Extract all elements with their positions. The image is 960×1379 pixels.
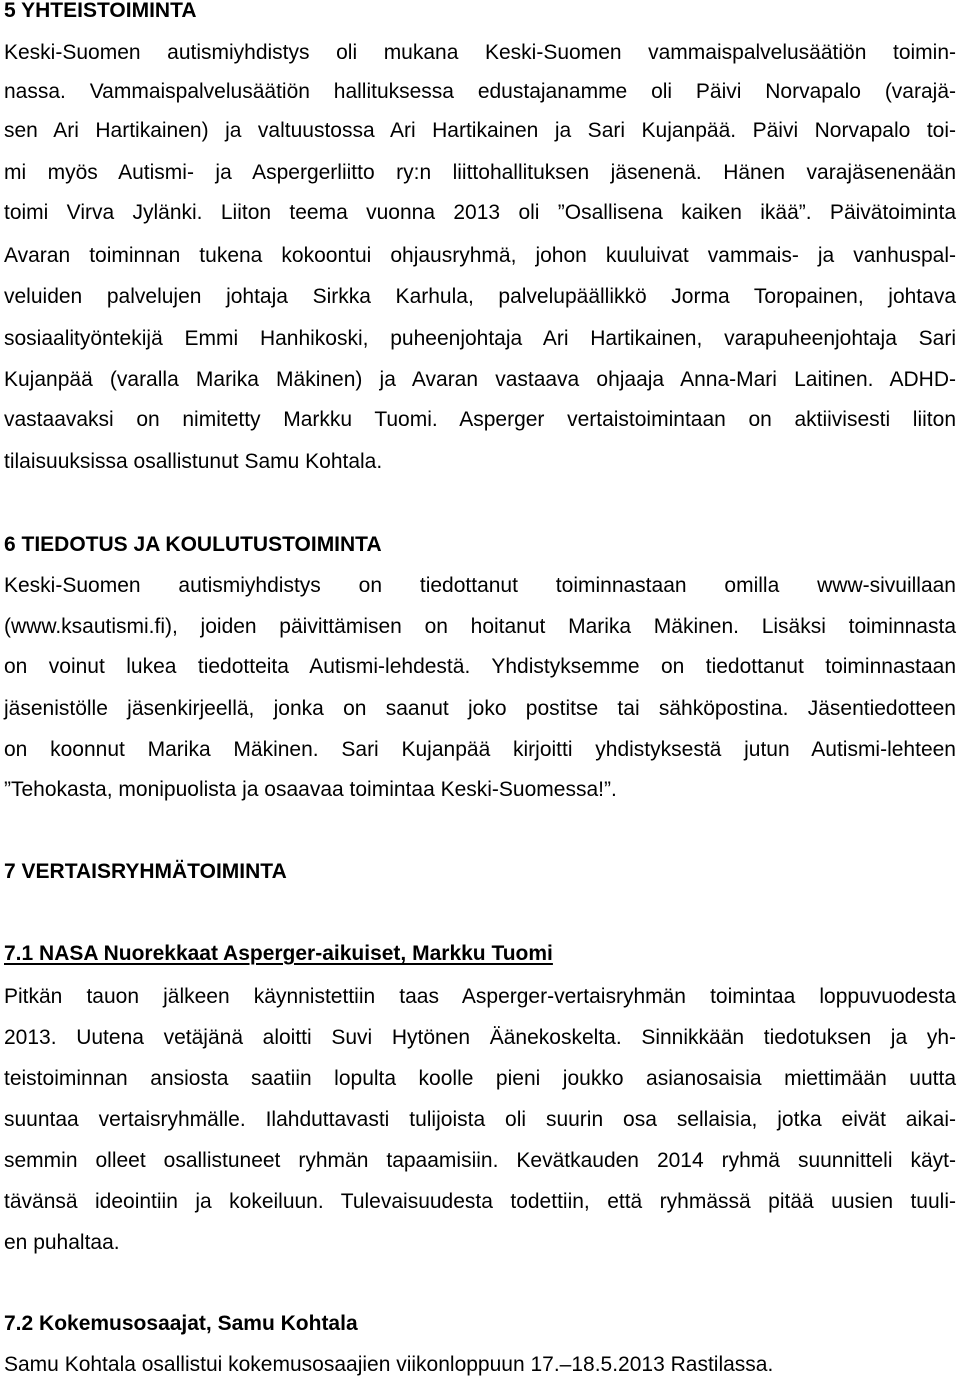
section-7-heading: 7 VERTAISRYHMÄTOIMINTA (4, 860, 287, 883)
section-5-line-10: vastaavaksi on nimitetty Markku Tuomi. Asperger vertaistoimintaan on aktiivisesti liiton (4, 408, 956, 431)
section-7-1-line-5: semmin olleet osallistuneet ryhmän tapaamisiin. Kevätkauden 2014 ryhmä suunnitteli käyt- (4, 1149, 956, 1172)
section-7-1-line-6: tävänsä ideointiin ja kokeiluun. Tulevaisuudesta todettiin, että ryhmässä pitää uusien tuuli- (4, 1190, 956, 1213)
section-5-heading: 5 YHTEISTOIMINTA (4, 0, 197, 22)
section-7-1-line-4: suuntaa vertaisryhmälle. Ilahduttavasti tulijoista oli suurin osa sellaisia, jotka eivät aikai- (4, 1108, 956, 1131)
section-6-line-4: jäsenistölle jäsenkirjeellä, jonka on saanut joko postitse tai sähköpostina. Jäsentiedotteen (4, 697, 956, 720)
section-6-heading: 6 TIEDOTUS JA KOULUTUSTOIMINTA (4, 533, 382, 556)
section-7-1-line-3: teistoiminnan ansiosta saatiin lopulta koolle pieni joukko asianosaisia miettimään uutta (4, 1067, 956, 1090)
section-5-line-1: Keski-Suomen autismiyhdistys oli mukana Keski-Suomen vammaispalvelusäätiön toimin- (4, 41, 956, 64)
section-6-line-2: (www.ksautismi.fi), joiden päivittämisen on hoitanut Marika Mäkinen. Lisäksi toiminnasta (4, 615, 956, 638)
section-5-line-4: mi myös Autismi- ja Aspergerliitto ry:n liittohallituksen jäsenenä. Hänen varajäsenenään (4, 161, 956, 184)
section-5-line-5: toimi Virva Jylänki. Liiton teema vuonna 2013 oli ”Osallisena kaiken ikää”. Päivätoiminta (4, 201, 956, 224)
section-6-line-6: ”Tehokasta, monipuolista ja osaavaa toimintaa Keski-Suomessa!”. (4, 778, 617, 801)
section-7-2-heading: 7.2 Kokemusosaajat, Samu Kohtala (4, 1312, 358, 1335)
section-5-line-9: Kujanpää (varalla Marika Mäkinen) ja Avaran vastaava ohjaaja Anna-Mari Laitinen. ADHD- (4, 368, 956, 391)
section-5-line-7: veluiden palvelujen johtaja Sirkka Karhula, palvelupäällikkö Jorma Toropainen, johtava (4, 285, 956, 308)
section-7-2-line-1: Samu Kohtala osallistui kokemusosaajien viikonloppuun 17.–18.5.2013 Rastilassa. (4, 1353, 774, 1376)
section-7-1-line-7: en puhaltaa. (4, 1231, 120, 1254)
section-6-line-3: on voinut lukea tiedotteita Autismi-lehdestä. Yhdistyksemme on tiedottanut toiminnastaan (4, 655, 956, 678)
section-7-1-heading: 7.1 NASA Nuorekkaat Asperger-aikuiset, Markku Tuomi (4, 942, 553, 965)
section-5-line-11: tilaisuuksissa osallistunut Samu Kohtala. (4, 450, 383, 473)
section-5-line-6: Avaran toiminnan tukena kokoontui ohjausryhmä, johon kuuluivat vammais- ja vanhuspal- (4, 244, 956, 267)
section-6-line-1: Keski-Suomen autismiyhdistys on tiedottanut toiminnastaan omilla www-sivuillaan (4, 574, 956, 597)
section-7-1-line-1: Pitkän tauon jälkeen käynnistettiin taas Asperger-vertaisryhmän toimintaa loppuvuodesta (4, 985, 956, 1008)
section-7-1-line-2: 2013. Uutena vetäjänä aloitti Suvi Hytönen Äänekoskelta. Sinnikkään tiedotuksen ja yh- (4, 1026, 956, 1049)
section-5-line-8: sosiaalityöntekijä Emmi Hanhikoski, puheenjohtaja Ari Hartikainen, varapuheenjohtaja Sari (4, 327, 956, 350)
section-5-line-3: sen Ari Hartikainen) ja valtuustossa Ari Hartikainen ja Sari Kujanpää. Päivi Norvapalo toi- (4, 119, 956, 142)
section-5-line-2: nassa. Vammaispalvelusäätiön hallituksessa edustajanamme oli Päivi Norvapalo (varajä- (4, 80, 956, 103)
section-6-line-5: on koonnut Marika Mäkinen. Sari Kujanpää kirjoitti yhdistyksestä jutun Autismi-lehteen (4, 738, 956, 761)
